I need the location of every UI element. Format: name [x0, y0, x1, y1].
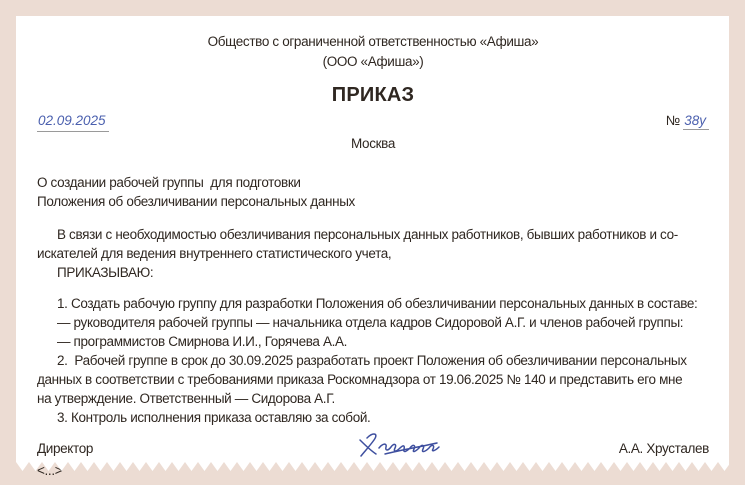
- order-item-line: 2. Рабочей группе в срок до 30.09.2025 разработать проект Положения об обезличивании персональных: [57, 353, 687, 368]
- document-number-value: 38у: [683, 113, 709, 130]
- subject-line: Положения об обезличивании персональных данных: [37, 194, 355, 209]
- subject-line: О создании рабочей группы для подготовки: [37, 175, 301, 190]
- document-date: 02.09.2025: [37, 111, 109, 132]
- document-number: [666, 111, 709, 130]
- document-subject: [37, 173, 709, 211]
- organization-short-name: (ООО «Афиша»): [322, 53, 424, 69]
- order-items: [37, 294, 709, 427]
- signer-name: А.А. Хрусталев: [618, 441, 709, 456]
- order-item-line: 1. Создать рабочую группу для разработки Положения об обезличивании персональных данных в составе:: [57, 296, 698, 311]
- organization-name: Общество с ограниченной ответственностью «Афиша»: [207, 34, 539, 49]
- document-page: [16, 16, 729, 462]
- order-item-line: — программистов Смирнова И.И., Горячева А.А.: [57, 334, 348, 349]
- handwritten-signature-icon: [355, 429, 451, 463]
- document-title: ПРИКАЗ: [331, 84, 415, 106]
- order-item-line: данных в соответствии с требованиями приказа Роскомнадзора от 19.06.2025 № 140 и представить его мне: [37, 372, 683, 387]
- order-item-line: на утверждение. Ответственный — Сидорова А.Г.: [37, 391, 335, 406]
- signer-position: Директор: [37, 441, 94, 456]
- signature-row: [37, 439, 709, 461]
- number-sign: №: [665, 113, 684, 128]
- decree-word: ПРИКАЗЫВАЮ:: [57, 265, 154, 280]
- intro-line: искателей для ведения внутреннего статистического учета,: [37, 246, 392, 261]
- page-tear-edge: [16, 462, 729, 471]
- intro-paragraph: [37, 225, 709, 282]
- order-item-line: 3. Контроль исполнения приказа оставляю за собой.: [57, 410, 371, 425]
- intro-line: В связи с необходимостью обезличивания персональных данных работников, бывших работников и со-: [57, 227, 678, 242]
- date-number-row: [37, 111, 709, 132]
- order-item-line: — руководителя рабочей группы — начальника отдела кадров Сидоровой А.Г. и членов рабочей группы:: [57, 315, 684, 330]
- document-city: Москва: [351, 136, 395, 151]
